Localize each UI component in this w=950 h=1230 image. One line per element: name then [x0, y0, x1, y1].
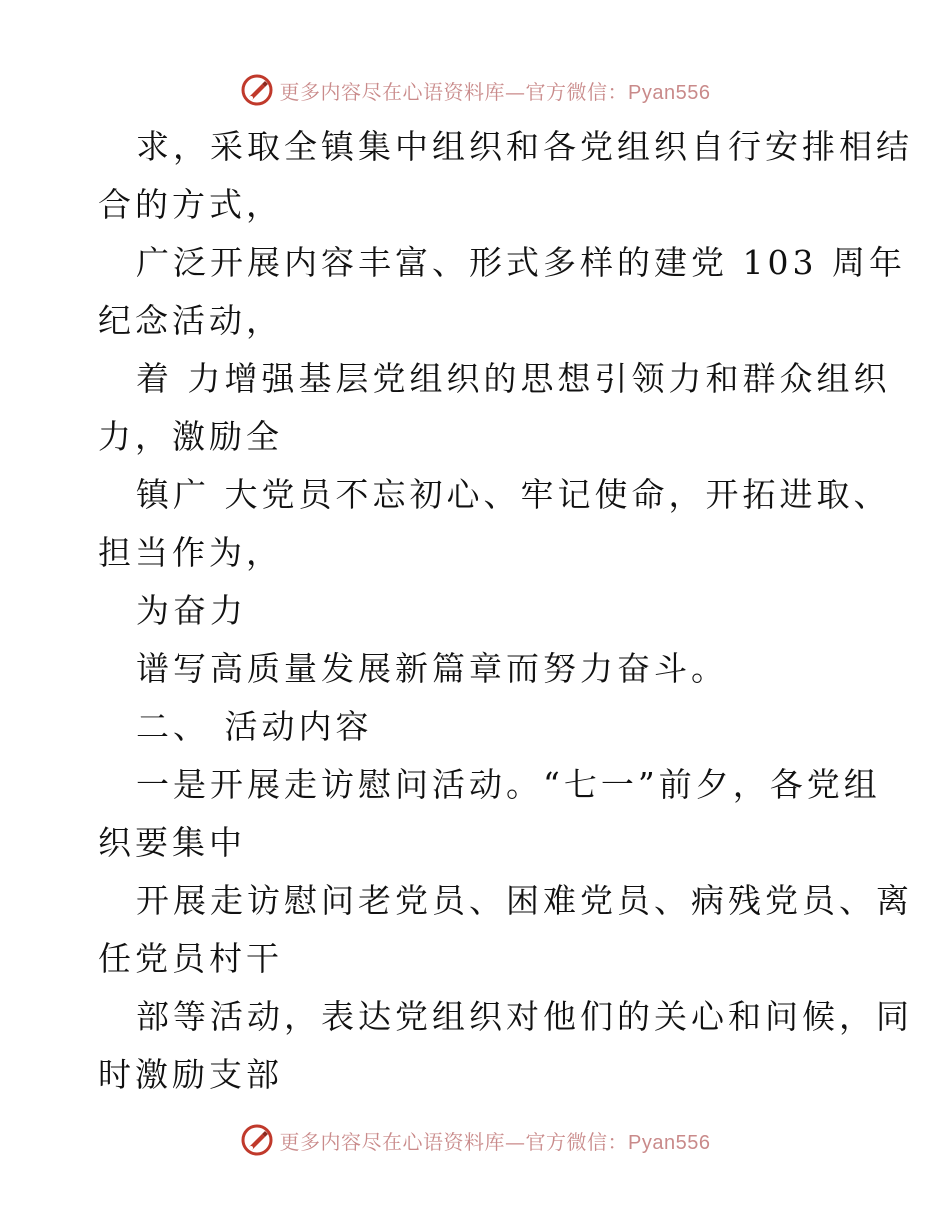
text-line: 任党员村干 — [98, 939, 283, 978]
text-line: 开展走访慰问老党员、困难党员、病残党员、离 — [136, 881, 913, 920]
text-line: 为奋力 — [136, 591, 247, 630]
text-line: 纪念活动， — [98, 301, 283, 340]
text-line: 谱写高质量发展新篇章而努力奋斗。 — [136, 649, 728, 688]
text-line: 力，激励全 — [98, 417, 283, 456]
header-watermark — [0, 70, 950, 110]
footer-watermark — [0, 1120, 950, 1160]
text-line: 部等活动，表达党组织对他们的关心和问候，同 — [136, 997, 913, 1036]
text-line: 镇广 大党员不忘初心、牢记使命，开拓进取、 — [136, 475, 891, 514]
text-line: 担当作为， — [98, 533, 283, 572]
text-line: 织要集中 — [98, 823, 246, 862]
text-line: 求，采取全镇集中组织和各党组织自行安排相结 — [136, 127, 913, 166]
text-line: 广泛开展内容丰富、形式多样的建党 103 周年 — [136, 243, 906, 282]
text-line: 着 力增强基层党组织的思想引领力和群众组织 — [136, 359, 891, 398]
pen-logo-icon — [240, 1123, 274, 1157]
text-line: 一是开展走访慰问活动。“七一”前夕，各党组 — [136, 765, 881, 804]
pen-logo-icon — [240, 73, 274, 107]
watermark-text: 更多内容尽在心语资料库—官方微信：Pyan556 — [279, 1129, 711, 1154]
document-body — [98, 118, 913, 1104]
text-line: 时激励支部 — [98, 1055, 283, 1094]
text-line: 合的方式， — [98, 185, 283, 224]
watermark-text: 更多内容尽在心语资料库—官方微信：Pyan556 — [279, 79, 711, 104]
section-heading: 二、 活动内容 — [136, 707, 373, 746]
